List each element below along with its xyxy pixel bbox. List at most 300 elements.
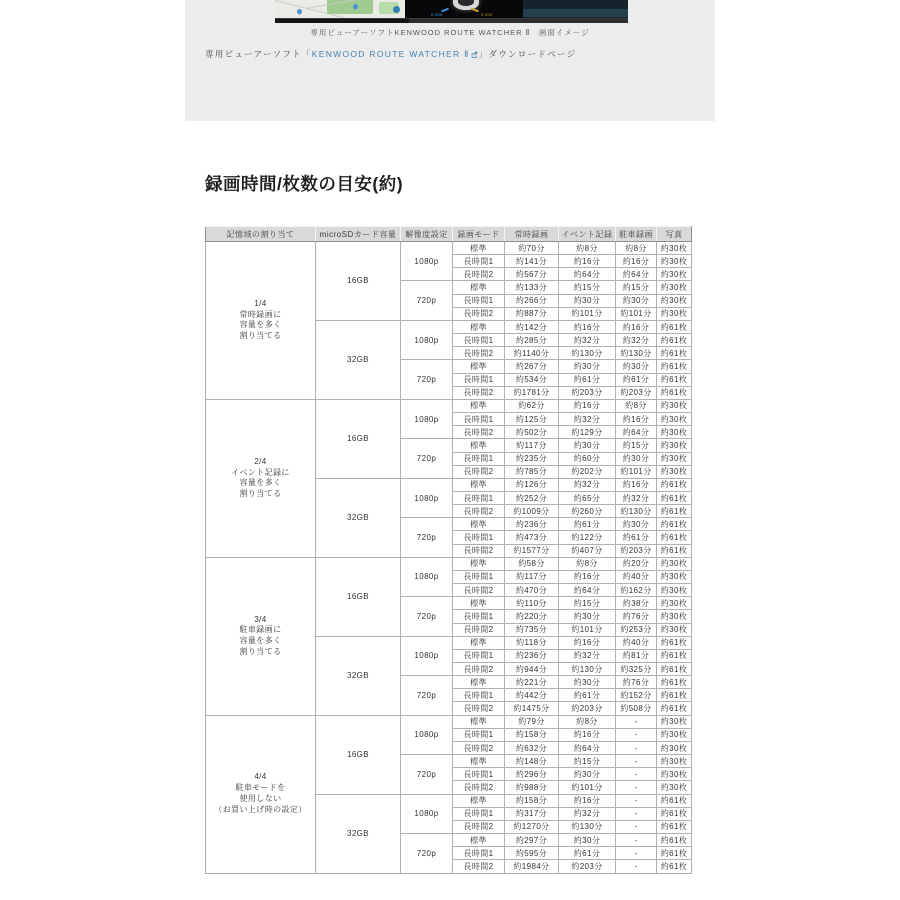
parking-recording-cell: 約508分 [616,702,657,715]
continuous-recording-cell: 約470分 [505,584,559,597]
mode-cell: 標準 [453,478,505,491]
parking-recording-cell: 約152分 [616,689,657,702]
mode-cell: 長時間2 [453,544,505,557]
event-recording-cell: 約64分 [559,584,616,597]
event-recording-cell: 約15分 [559,281,616,294]
continuous-recording-cell: 約1270分 [505,820,559,833]
mode-cell: 長時間1 [453,847,505,860]
mode-cell: 長時間2 [453,307,505,320]
parking-recording-cell: 約81分 [616,649,657,662]
col-header-parking: 駐車録画 [616,227,657,242]
photo-count-cell: 約61枚 [657,794,692,807]
mode-cell: 長時間1 [453,689,505,702]
resolution-cell: 720p [401,834,453,873]
mode-cell: 標準 [453,242,505,255]
timeline-scrubber[interactable] [275,18,628,23]
mode-cell: 標準 [453,794,505,807]
capacity-cell: 16GB [316,557,401,636]
photo-count-cell: 約61枚 [657,505,692,518]
photo-count-cell: 約30枚 [657,557,692,570]
continuous-recording-cell: 約1781分 [505,386,559,399]
parking-recording-cell: 約203分 [616,544,657,557]
mode-cell: 長時間1 [453,531,505,544]
parking-recording-cell: - [616,741,657,754]
continuous-recording-cell: 約1577分 [505,544,559,557]
continuous-recording-cell: 約285分 [505,334,559,347]
photo-count-cell: 約61枚 [657,544,692,557]
allocation-line: 割り当てる [239,646,282,656]
continuous-recording-cell: 約473分 [505,531,559,544]
photo-count-cell: 約30枚 [657,781,692,794]
continuous-recording-cell: 約534分 [505,373,559,386]
allocation-line: 4/4 [254,772,267,782]
event-recording-cell: 約202分 [559,465,616,478]
parking-recording-cell: - [616,781,657,794]
col-header-mode: 録画モード [453,227,505,242]
resolution-cell: 720p [401,281,453,320]
g-sensor-readout: 0.000 [431,12,443,17]
event-recording-cell: 約130分 [559,347,616,360]
continuous-recording-cell: 約79分 [505,715,559,728]
capacity-cell: 32GB [316,794,401,873]
allocation-line: 1/4 [254,298,267,308]
table-header-row [206,227,692,242]
continuous-recording-cell: 約297分 [505,834,559,847]
event-recording-cell: 約64分 [559,741,616,754]
parking-recording-cell: 約61分 [616,373,657,386]
table-row [206,242,692,255]
event-recording-cell: 約130分 [559,663,616,676]
capacity-cell: 16GB [316,242,401,321]
mode-cell: 長時間2 [453,820,505,833]
parking-recording-cell: - [616,847,657,860]
resolution-cell: 720p [401,439,453,478]
resolution-cell: 1080p [401,320,453,359]
mode-cell: 長時間1 [453,768,505,781]
parking-recording-cell: 約30分 [616,518,657,531]
continuous-recording-cell: 約133分 [505,281,559,294]
mode-cell: 長時間1 [453,255,505,268]
parking-recording-cell: - [616,834,657,847]
photo-count-cell: 約30枚 [657,255,692,268]
allocation-line: （お買い上げ時の設定） [214,804,307,814]
continuous-recording-cell: 約785分 [505,465,559,478]
photo-count-cell: 約61枚 [657,386,692,399]
event-recording-cell: 約61分 [559,518,616,531]
parking-recording-cell: 約130分 [616,505,657,518]
parking-recording-cell: 約101分 [616,465,657,478]
mode-cell: 標準 [453,676,505,689]
event-recording-cell: 約8分 [559,557,616,570]
resolution-cell: 720p [401,676,453,715]
continuous-recording-cell: 約252分 [505,491,559,504]
parking-recording-cell: - [616,820,657,833]
event-recording-cell: 約16分 [559,794,616,807]
photo-count-cell: 約30枚 [657,768,692,781]
mode-cell: 標準 [453,557,505,570]
col-header-event: イベント記録 [559,227,616,242]
continuous-recording-cell: 約595分 [505,847,559,860]
event-recording-cell: 約32分 [559,649,616,662]
image-caption: 専用ビューアーソフトKENWOOD ROUTE WATCHER Ⅱ 画面イメージ [310,28,590,37]
mode-cell: 長時間2 [453,623,505,636]
mode-cell: 標準 [453,755,505,768]
continuous-recording-cell: 約110分 [505,597,559,610]
continuous-recording-cell: 約118分 [505,636,559,649]
mode-cell: 長時間2 [453,781,505,794]
mode-cell: 長時間1 [453,728,505,741]
mode-cell: 長時間1 [453,570,505,583]
parking-recording-cell: 約30分 [616,294,657,307]
continuous-recording-cell: 約442分 [505,689,559,702]
parking-recording-cell: 約76分 [616,610,657,623]
parking-recording-cell: 約15分 [616,281,657,294]
parking-recording-cell: 約203分 [616,386,657,399]
event-recording-cell: 約30分 [559,676,616,689]
table-row [206,557,692,570]
parking-recording-cell: 約40分 [616,570,657,583]
table-row [206,399,692,412]
allocation-line: 使用しない [239,794,282,804]
photo-count-cell: 約61枚 [657,663,692,676]
photo-count-cell: 約30枚 [657,741,692,754]
continuous-recording-cell: 約141分 [505,255,559,268]
resolution-cell: 720p [401,755,453,794]
mode-cell: 標準 [453,636,505,649]
resolution-cell: 1080p [401,794,453,833]
continuous-recording-cell: 約236分 [505,649,559,662]
parking-recording-cell: - [616,728,657,741]
continuous-recording-cell: 約158分 [505,728,559,741]
continuous-recording-cell: 約148分 [505,755,559,768]
parking-recording-cell: 約20分 [616,557,657,570]
parking-recording-cell: 約8分 [616,399,657,412]
parking-recording-cell: 約32分 [616,491,657,504]
parking-recording-cell: 約8分 [616,242,657,255]
mode-cell: 標準 [453,399,505,412]
mode-cell: 長時間1 [453,491,505,504]
resolution-cell: 720p [401,360,453,399]
continuous-recording-cell: 約142分 [505,320,559,333]
photo-count-cell: 約61枚 [657,860,692,873]
event-recording-cell: 約16分 [559,255,616,268]
photo-count-cell: 約30枚 [657,439,692,452]
continuous-recording-cell: 約296分 [505,768,559,781]
mode-cell: 長時間1 [453,610,505,623]
continuous-recording-cell: 約126分 [505,478,559,491]
map-location-badge-icon [393,6,400,13]
continuous-recording-cell: 約1140分 [505,347,559,360]
mode-cell: 長時間1 [453,452,505,465]
continuous-recording-cell: 約1984分 [505,860,559,873]
mode-cell: 標準 [453,518,505,531]
photo-count-cell: 約61枚 [657,360,692,373]
mode-cell: 標準 [453,281,505,294]
parking-recording-cell: 約64分 [616,426,657,439]
event-recording-cell: 約8分 [559,715,616,728]
photo-count-cell: 約30枚 [657,610,692,623]
photo-count-cell: 約61枚 [657,649,692,662]
parking-recording-cell: 約15分 [616,439,657,452]
event-recording-cell: 約30分 [559,439,616,452]
allocation-line: 3/4 [254,614,267,624]
mode-cell: 長時間1 [453,807,505,820]
continuous-recording-cell: 約221分 [505,676,559,689]
parking-recording-cell: - [616,768,657,781]
continuous-recording-cell: 約988分 [505,781,559,794]
mode-cell: 標準 [453,439,505,452]
link-prefix-text: 専用ビューアーソフト「 [205,49,312,59]
parking-recording-cell: 約30分 [616,452,657,465]
photo-count-cell: 約30枚 [657,426,692,439]
mode-cell: 長時間2 [453,386,505,399]
event-recording-cell: 約30分 [559,360,616,373]
continuous-recording-cell: 約117分 [505,570,559,583]
event-recording-cell: 約16分 [559,570,616,583]
mode-cell: 長時間2 [453,347,505,360]
capacity-cell: 32GB [316,636,401,715]
continuous-recording-cell: 約1009分 [505,505,559,518]
photo-count-cell: 約30枚 [657,623,692,636]
photo-count-cell: 約61枚 [657,531,692,544]
photo-count-cell: 約61枚 [657,636,692,649]
event-recording-cell: 約203分 [559,386,616,399]
continuous-recording-cell: 約632分 [505,741,559,754]
continuous-recording-cell: 約58分 [505,557,559,570]
continuous-recording-cell: 約1475分 [505,702,559,715]
resolution-cell: 1080p [401,557,453,596]
photo-count-cell: 約61枚 [657,702,692,715]
allocation-line: 駐車モードを [235,783,286,793]
photo-count-cell: 約61枚 [657,478,692,491]
allocation-line: 常時録画に [239,309,282,319]
continuous-recording-cell: 約266分 [505,294,559,307]
mode-cell: 長時間2 [453,268,505,281]
event-recording-cell: 約129分 [559,426,616,439]
photo-count-cell: 約61枚 [657,320,692,333]
mode-cell: 標準 [453,715,505,728]
continuous-recording-cell: 約944分 [505,663,559,676]
event-recording-cell: 約407分 [559,544,616,557]
photo-count-cell: 約30枚 [657,584,692,597]
continuous-recording-cell: 約735分 [505,623,559,636]
col-header-photo: 写真 [657,227,692,242]
photo-count-cell: 約61枚 [657,847,692,860]
parking-recording-cell: 約325分 [616,663,657,676]
product-info-panel [185,0,715,121]
allocation-line: 2/4 [254,456,267,466]
photo-count-cell: 約30枚 [657,715,692,728]
event-recording-cell: 約60分 [559,452,616,465]
mode-cell: 長時間2 [453,465,505,478]
parking-recording-cell: - [616,755,657,768]
photo-count-cell: 約61枚 [657,834,692,847]
allocation-line: 容量を多く [239,636,282,646]
event-recording-cell: 約130分 [559,820,616,833]
parking-recording-cell: 約16分 [616,413,657,426]
event-recording-cell: 約30分 [559,610,616,623]
parking-recording-cell: 約162分 [616,584,657,597]
mode-cell: 長時間2 [453,584,505,597]
parking-recording-cell: 約40分 [616,636,657,649]
photo-count-cell: 約30枚 [657,465,692,478]
photo-count-cell: 約30枚 [657,413,692,426]
event-recording-cell: 約16分 [559,399,616,412]
mode-cell: 標準 [453,834,505,847]
mode-cell: 長時間2 [453,741,505,754]
parking-recording-cell: 約38分 [616,597,657,610]
event-recording-cell: 約101分 [559,307,616,320]
recording-time-table [205,226,692,874]
event-recording-cell: 約101分 [559,623,616,636]
route-watcher-download-link[interactable]: KENWOOD ROUTE WATCHER Ⅱ [312,49,479,59]
parking-recording-cell: 約16分 [616,320,657,333]
photo-count-cell: 約61枚 [657,347,692,360]
photo-count-cell: 約30枚 [657,294,692,307]
photo-count-cell: 約30枚 [657,242,692,255]
photo-count-cell: 約61枚 [657,373,692,386]
event-recording-cell: 約15分 [559,755,616,768]
allocation-line: 割り当てる [239,489,282,499]
parking-recording-cell: 約101分 [616,307,657,320]
download-link-line [205,48,576,60]
photo-count-cell: 約30枚 [657,755,692,768]
capacity-cell: 16GB [316,715,401,794]
viewer-screenshot-image [275,0,628,23]
event-recording-cell: 約61分 [559,373,616,386]
photo-count-cell: 約30枚 [657,570,692,583]
event-recording-cell: 約15分 [559,597,616,610]
g-sensor-tick-amber [471,8,479,13]
photo-count-cell: 約61枚 [657,334,692,347]
event-recording-cell: 約16分 [559,728,616,741]
event-recording-cell: 約203分 [559,860,616,873]
resolution-cell: 1080p [401,399,453,438]
col-header-capacity: microSDカード容量 [316,227,401,242]
allocation-line: 割り当てる [239,331,282,341]
mode-cell: 標準 [453,360,505,373]
parking-recording-cell: - [616,794,657,807]
continuous-recording-cell: 約317分 [505,807,559,820]
mode-cell: 長時間2 [453,702,505,715]
event-recording-cell: 約16分 [559,320,616,333]
continuous-recording-cell: 約502分 [505,426,559,439]
parking-recording-cell: - [616,807,657,820]
event-recording-cell: 約101分 [559,781,616,794]
photo-count-cell: 約30枚 [657,268,692,281]
section-heading: 録画時間/枚数の目安(約) [205,174,404,194]
allocation-cell [206,557,316,715]
mode-cell: 標準 [453,597,505,610]
parking-recording-cell: - [616,860,657,873]
continuous-recording-cell: 約70分 [505,242,559,255]
photo-count-cell: 約61枚 [657,689,692,702]
event-recording-cell: 約61分 [559,689,616,702]
mode-cell: 長時間1 [453,373,505,386]
continuous-recording-cell: 約158分 [505,794,559,807]
resolution-cell: 720p [401,597,453,636]
photo-count-cell: 約30枚 [657,452,692,465]
col-header-allocation: 記憶域の割り当て [206,227,316,242]
resolution-cell: 720p [401,518,453,557]
photo-count-cell: 約30枚 [657,728,692,741]
mode-cell: 長時間1 [453,413,505,426]
mode-cell: 長時間2 [453,663,505,676]
event-recording-cell: 約61分 [559,847,616,860]
allocation-line: 容量を多く [239,320,282,330]
photo-count-cell: 約61枚 [657,820,692,833]
allocation-line: 容量を多く [239,478,282,488]
continuous-recording-cell: 約117分 [505,439,559,452]
resolution-cell: 1080p [401,636,453,675]
allocation-line: 駐車録画に [239,625,282,635]
event-recording-cell: 約30分 [559,834,616,847]
mode-cell: 長時間1 [453,294,505,307]
mode-cell: 長時間1 [453,334,505,347]
event-recording-cell: 約30分 [559,768,616,781]
allocation-cell [206,715,316,873]
parking-recording-cell: 約61分 [616,531,657,544]
parking-recording-cell: 約30分 [616,360,657,373]
mode-cell: 標準 [453,320,505,333]
resolution-cell: 1080p [401,242,453,281]
photo-count-cell: 約61枚 [657,676,692,689]
parking-recording-cell: 約253分 [616,623,657,636]
photo-count-cell: 約61枚 [657,807,692,820]
capacity-cell: 32GB [316,478,401,557]
photo-count-cell: 約30枚 [657,399,692,412]
continuous-recording-cell: 約567分 [505,268,559,281]
allocation-line: イベント記録に [231,467,290,477]
event-recording-cell: 約32分 [559,334,616,347]
col-header-continuous: 常時録画 [505,227,559,242]
event-recording-cell: 約203分 [559,702,616,715]
event-recording-cell: 約8分 [559,242,616,255]
continuous-recording-cell: 約235分 [505,452,559,465]
continuous-recording-cell: 約220分 [505,610,559,623]
capacity-cell: 16GB [316,399,401,478]
mode-cell: 長時間2 [453,860,505,873]
continuous-recording-cell: 約62分 [505,399,559,412]
resolution-cell: 1080p [401,715,453,754]
parking-recording-cell: 約16分 [616,255,657,268]
g-sensor-readout: 0.000 [481,12,493,17]
recording-table-body [206,242,692,874]
capacity-cell: 32GB [316,320,401,399]
parking-recording-cell: 約16分 [616,478,657,491]
resolution-cell: 1080p [401,478,453,517]
event-recording-cell: 約260分 [559,505,616,518]
event-recording-cell: 約16分 [559,636,616,649]
photo-count-cell: 約30枚 [657,307,692,320]
parking-recording-cell: 約76分 [616,676,657,689]
parking-recording-cell: - [616,715,657,728]
event-recording-cell: 約65分 [559,491,616,504]
continuous-recording-cell: 約236分 [505,518,559,531]
map-pin-icon [296,8,303,15]
event-recording-cell: 約32分 [559,413,616,426]
photo-count-cell: 約30枚 [657,597,692,610]
allocation-cell [206,242,316,400]
continuous-recording-cell: 約887分 [505,307,559,320]
event-recording-cell: 約64分 [559,268,616,281]
mode-cell: 長時間1 [453,649,505,662]
mode-cell: 長時間2 [453,426,505,439]
event-recording-cell: 約30分 [559,294,616,307]
photo-count-cell: 約30枚 [657,281,692,294]
mode-cell: 長時間2 [453,505,505,518]
parking-recording-cell: 約130分 [616,347,657,360]
